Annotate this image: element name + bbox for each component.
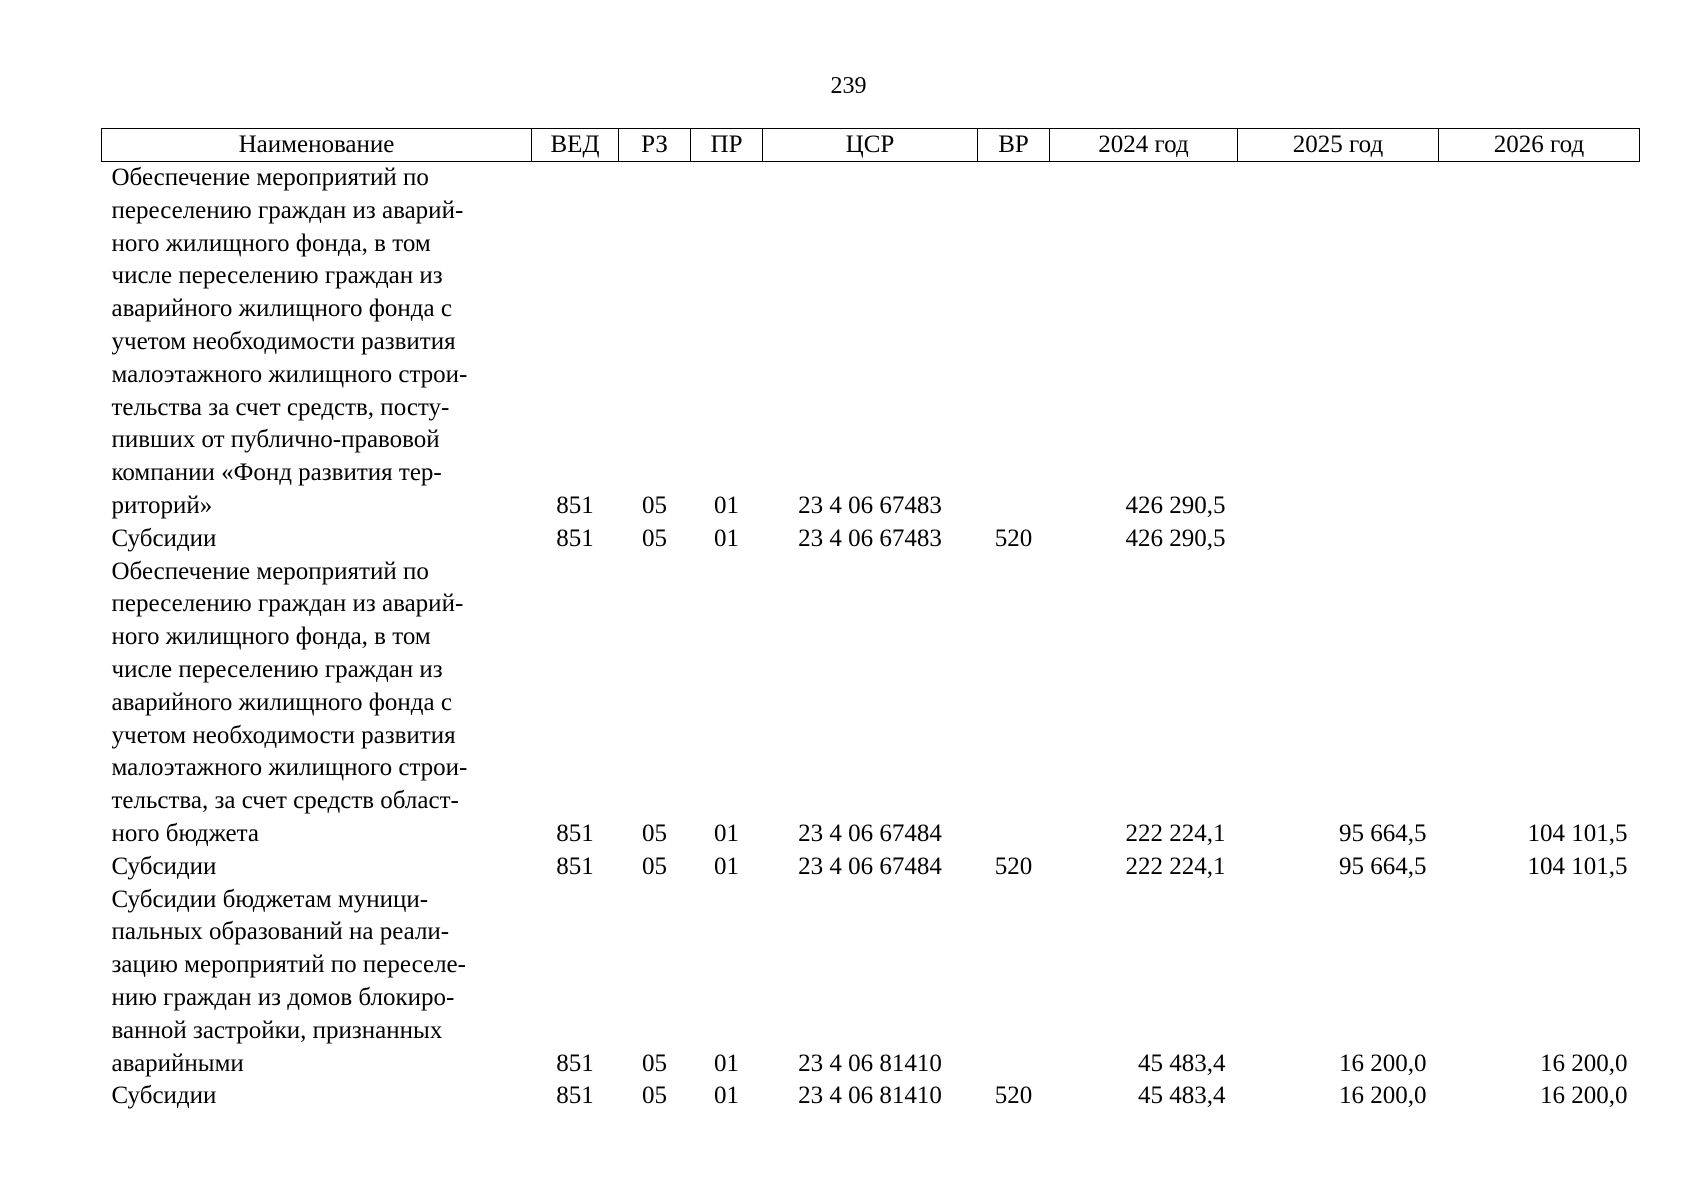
cell-ved: 851 — [556, 852, 594, 880]
cell-pr: 01 — [714, 852, 739, 880]
cell-vr: 520 — [994, 524, 1033, 552]
cell-2026 — [1439, 162, 1640, 523]
table-header — [102, 129, 1640, 162]
header-vr: ВР — [978, 129, 1050, 162]
header-2025: 2025 год — [1238, 129, 1439, 162]
cell-csr: 23 4 06 81410 — [798, 1049, 942, 1077]
cell-csr: 23 4 06 81410 — [798, 1082, 942, 1110]
cell-name: Субсидии — [111, 524, 217, 552]
cell-rz: 05 — [642, 1082, 667, 1110]
cell-name: Субсидии — [111, 1082, 217, 1110]
cell-2024: 426 290,5 — [1125, 524, 1226, 552]
cell-2024: 45 483,4 — [1138, 1082, 1226, 1110]
cell-rz: 05 — [642, 524, 667, 552]
cell-ved: 851 — [556, 491, 594, 519]
cell-2025 — [1238, 523, 1439, 556]
cell-rz: 05 — [642, 852, 667, 880]
cell-vr: 520 — [994, 852, 1033, 880]
cell-rz: 05 — [642, 491, 667, 519]
cell-2026: 104 101,5 — [1527, 852, 1628, 880]
cell-pr: 01 — [714, 819, 739, 847]
cell-ved: 851 — [556, 524, 594, 552]
cell-2024: 222 224,1 — [1125, 819, 1226, 847]
cell-2025: 95 664,5 — [1339, 819, 1427, 847]
cell-ved: 851 — [556, 819, 594, 847]
table-row — [102, 884, 1640, 1081]
cell-csr: 23 4 06 67484 — [798, 819, 942, 847]
table-row — [102, 1080, 1640, 1113]
header-csr: ЦСР — [763, 129, 978, 162]
cell-pr: 01 — [714, 524, 739, 552]
header-row — [102, 129, 1640, 162]
cell-vr — [978, 162, 1050, 523]
cell-2026: 16 200,0 — [1540, 1082, 1628, 1110]
cell-2024: 222 224,1 — [1125, 852, 1226, 880]
cell-pr: 01 — [714, 1049, 739, 1077]
cell-vr — [978, 556, 1050, 851]
cell-2024: 45 483,4 — [1138, 1049, 1226, 1077]
cell-vr — [978, 884, 1050, 1081]
cell-name: Обеспечение мероприятий по переселению граждан из аварий- ного жилищного фонда, в том числе переселению граждан из аварийного жилищного фонда с учетом необходимости развития малоэтажного жилищного строи- тельства за счет средств, посту- пивших от публично-правовой компании «Фонд развития тер- риторий» — [111, 164, 468, 519]
table-body — [102, 162, 1640, 1114]
cell-csr: 23 4 06 67484 — [798, 852, 942, 880]
cell-vr: 520 — [994, 1082, 1033, 1110]
table-row — [102, 851, 1640, 884]
cell-2025: 16 200,0 — [1339, 1082, 1427, 1110]
cell-2024: 426 290,5 — [1125, 491, 1226, 519]
header-pr: ПР — [691, 129, 763, 162]
page-number: 239 — [830, 73, 867, 99]
cell-name: Субсидии — [111, 852, 217, 880]
header-name: Наименование — [102, 129, 532, 162]
budget-table — [101, 128, 1640, 1113]
header-2024: 2024 год — [1050, 129, 1238, 162]
cell-2026 — [1439, 523, 1640, 556]
table-row — [102, 523, 1640, 556]
cell-2026: 104 101,5 — [1527, 819, 1628, 847]
cell-ved: 851 — [556, 1082, 594, 1110]
table-row — [102, 556, 1640, 851]
cell-pr: 01 — [714, 1082, 739, 1110]
cell-pr: 01 — [714, 491, 739, 519]
cell-2025: 16 200,0 — [1339, 1049, 1427, 1077]
cell-ved: 851 — [556, 1049, 594, 1077]
cell-2025 — [1238, 162, 1439, 523]
header-ved: ВЕД — [532, 129, 619, 162]
cell-name: Субсидии бюджетам муници- пальных образований на реали- зацию мероприятий по переселе- нию граждан из домов блокиро- ванной застройки, признанных аварийными — [111, 885, 466, 1077]
cell-csr: 23 4 06 67483 — [798, 491, 942, 519]
header-2026: 2026 год — [1439, 129, 1640, 162]
cell-rz: 05 — [642, 1049, 667, 1077]
cell-2026: 16 200,0 — [1540, 1049, 1628, 1077]
cell-2025: 95 664,5 — [1339, 852, 1427, 880]
table-row — [102, 162, 1640, 523]
header-rz: РЗ — [619, 129, 691, 162]
cell-name: Обеспечение мероприятий по переселению граждан из аварий- ного жилищного фонда, в том числе переселению граждан из аварийного жилищного фонда с учетом необходимости развития малоэтажного жилищного строи- тельства, за счет средств област- ного бюджета — [111, 557, 468, 847]
cell-rz: 05 — [642, 819, 667, 847]
cell-csr: 23 4 06 67483 — [798, 524, 942, 552]
